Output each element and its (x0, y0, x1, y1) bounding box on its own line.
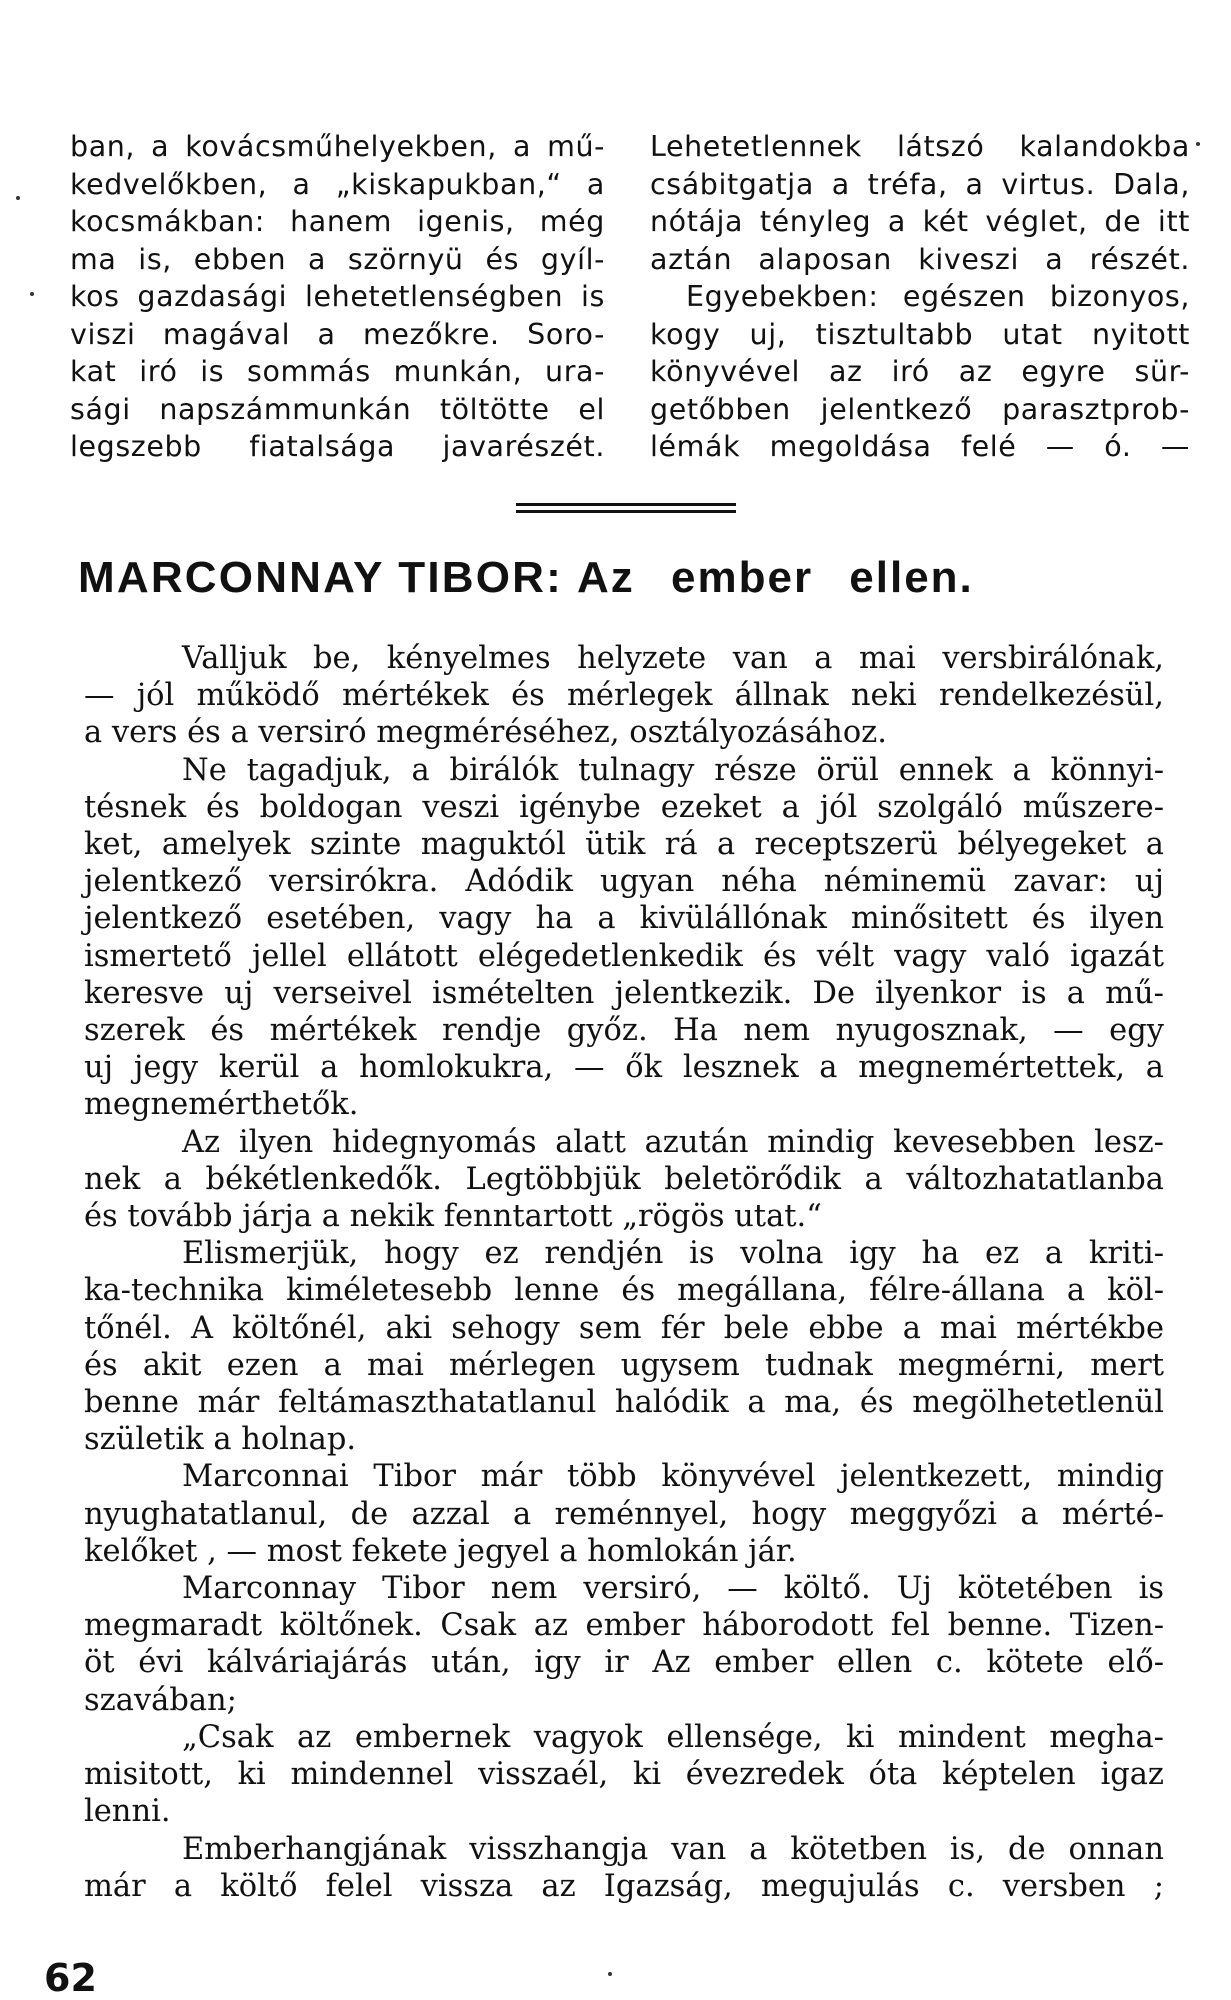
article-line: misitott, ki mindennel visszaél, ki évezredek óta képtelen igaz (84, 1757, 1164, 1793)
right-column-line: csábitgatja a tréfa, a virtus. Dala, (650, 167, 1190, 201)
article-line: lenni. (84, 1794, 171, 1830)
scan-speck (1196, 142, 1200, 146)
article-line: „Csak az embernek vagyok ellensége, ki mindent megha- (182, 1719, 1164, 1755)
left-column-line: kat iró is sommás munkán, ura- (70, 355, 605, 388)
article-line: öt évi kálváriajárás után, igy ir Az ember ellen c. kötete elő- (84, 1645, 1164, 1681)
article-line: és akit ezen a mai mérlegen ugysem tudnak megmérni, mert (84, 1347, 1164, 1383)
article-line: uj jegy kerül a homlokukra, — ők lesznek a megnemértettek, a (84, 1050, 1164, 1086)
scan-speck (16, 196, 20, 200)
left-column-line: kos gazdasági lehetetlenségben is (70, 280, 605, 313)
article-line: szerek és mértékek rendje győz. Ha nem nyugosznak, — egy (84, 1013, 1164, 1049)
scan-speck (608, 1972, 612, 1976)
article-line: Marconnay Tibor nem versiró, — költő. Uj kötetében is (182, 1571, 1164, 1607)
article-line: szavában; (84, 1682, 237, 1718)
article-line: ka-technika kiméletesebb lenne és megállana, félre-állana a köl- (84, 1273, 1164, 1309)
article-line: a vers és a versiró megméréséhez, osztályozásához. (84, 715, 887, 751)
article-line: tőnél. A költőnél, aki sehogy sem fér bele ebbe a mai mértékbe (84, 1310, 1164, 1346)
article-line: nek a békétlenkedők. Legtöbbjük beletörődik a változhatatlanba (84, 1161, 1164, 1197)
left-column-line: ban, a kovácsműhelyekben, a mű- (70, 130, 605, 163)
article-line: Marconnai Tibor már több könyvével jelentkezett, mindig (182, 1459, 1164, 1495)
scan-speck (30, 292, 34, 296)
article-line: jelentkező versirókra. Adódik ugyan néha néminemü zavar: uj (84, 864, 1164, 900)
left-column-line: legszebb fiatalsága javarészét. (70, 430, 605, 463)
article-line: születik a holnap. (84, 1422, 357, 1458)
left-column-line: viszi magával a mezőkre. Soro- (70, 317, 605, 351)
right-column-line: getőbben jelentkező parasztprob- (650, 392, 1190, 426)
article-line: keresve uj verseivel ismételten jelentkezik. De ilyenkor is a mű- (84, 975, 1164, 1011)
article-line: kelőket , — most fekete jegyel a homlokán jár. (84, 1533, 797, 1569)
right-column-line: könyvével az iró az egyre sür- (650, 355, 1190, 388)
article-line: ket, amelyek szinte maguktól ütik rá a receptszerü bélyegeket a (84, 827, 1164, 863)
article-line: — jól működő mértékek és mérlegek állnak neki rendelkezésül, (84, 678, 1164, 714)
right-column-line: aztán alaposan kiveszi a részét. (650, 242, 1190, 276)
article-line: Elismerjük, hogy ez rendjén is volna igy ha ez a kriti- (182, 1236, 1164, 1272)
right-column-line: Lehetetlennek látszó kalandokba (650, 130, 1190, 163)
article-line: és tovább járja a nekik fenntartott „rögös utat.“ (84, 1199, 822, 1235)
article-line: Valljuk be, kényelmes helyzete van a mai versbirálónak, (182, 641, 1164, 676)
left-column-line: kocsmákban: hanem igenis, még (70, 205, 605, 238)
left-column-line: sági napszámmunkán töltötte el (70, 392, 605, 426)
article-line: megnemérthetők. (84, 1087, 359, 1123)
article-line: Az ilyen hidegnyomás alatt azután mindig kevesebben lesz- (182, 1124, 1164, 1160)
left-column-text (70, 128, 605, 466)
article-line: tésnek és boldogan veszi igénybe ezeket a jól szolgáló műszere- (84, 789, 1164, 825)
article-line: Emberhangjának visszhangja van a kötetben is, de onnan (182, 1831, 1164, 1867)
section-divider-rule (516, 503, 736, 506)
right-column-line: kogy uj, tisztultabb utat nyitott (650, 317, 1190, 351)
headline-author: MARCONNAY TIBOR: (78, 553, 563, 602)
left-column-line: kedvelőkben, a „kiskapukban,“ a (70, 167, 605, 201)
article-line: ismertető jellel ellátott elégedetlenkedik és vélt vagy való igazát (84, 938, 1164, 974)
right-column-line: nótája tényleg a két véglet, de itt (650, 205, 1190, 238)
right-column-text (650, 128, 1190, 466)
article-line: megmaradt költőnek. Csak az ember háborodott fel benne. Tizen- (84, 1608, 1164, 1644)
article-line: jelentkező esetében, vagy ha a kivülállónak minősitett és ilyen (84, 901, 1164, 937)
article-line: nyughatatlanul, de azzal a reménnyel, hogy meggyőzi a mérté- (84, 1496, 1164, 1532)
right-column-line: Egyebekben: egészen bizonyos, (686, 280, 1190, 313)
section-divider-rule (516, 510, 736, 513)
article-line: benne már feltámaszthatatlanul halódik a ma, és megölhetetlenül (84, 1385, 1164, 1421)
left-column-line: ma is, ebben a szörnyü és gyíl- (70, 242, 605, 276)
headline-title: Az ember ellen. (577, 553, 974, 602)
article-body (84, 640, 1164, 1905)
article-headline (78, 548, 1178, 608)
article-line: már a költő felel vissza az Igazság, megujulás c. versben ; (84, 1868, 1164, 1904)
right-column-line: lémák megoldása felé — ó. — (650, 430, 1190, 463)
article-line: Ne tagadjuk, a birálók tulnagy része örül ennek a könnyi- (182, 752, 1164, 788)
page-number: 62 (44, 1956, 97, 2000)
